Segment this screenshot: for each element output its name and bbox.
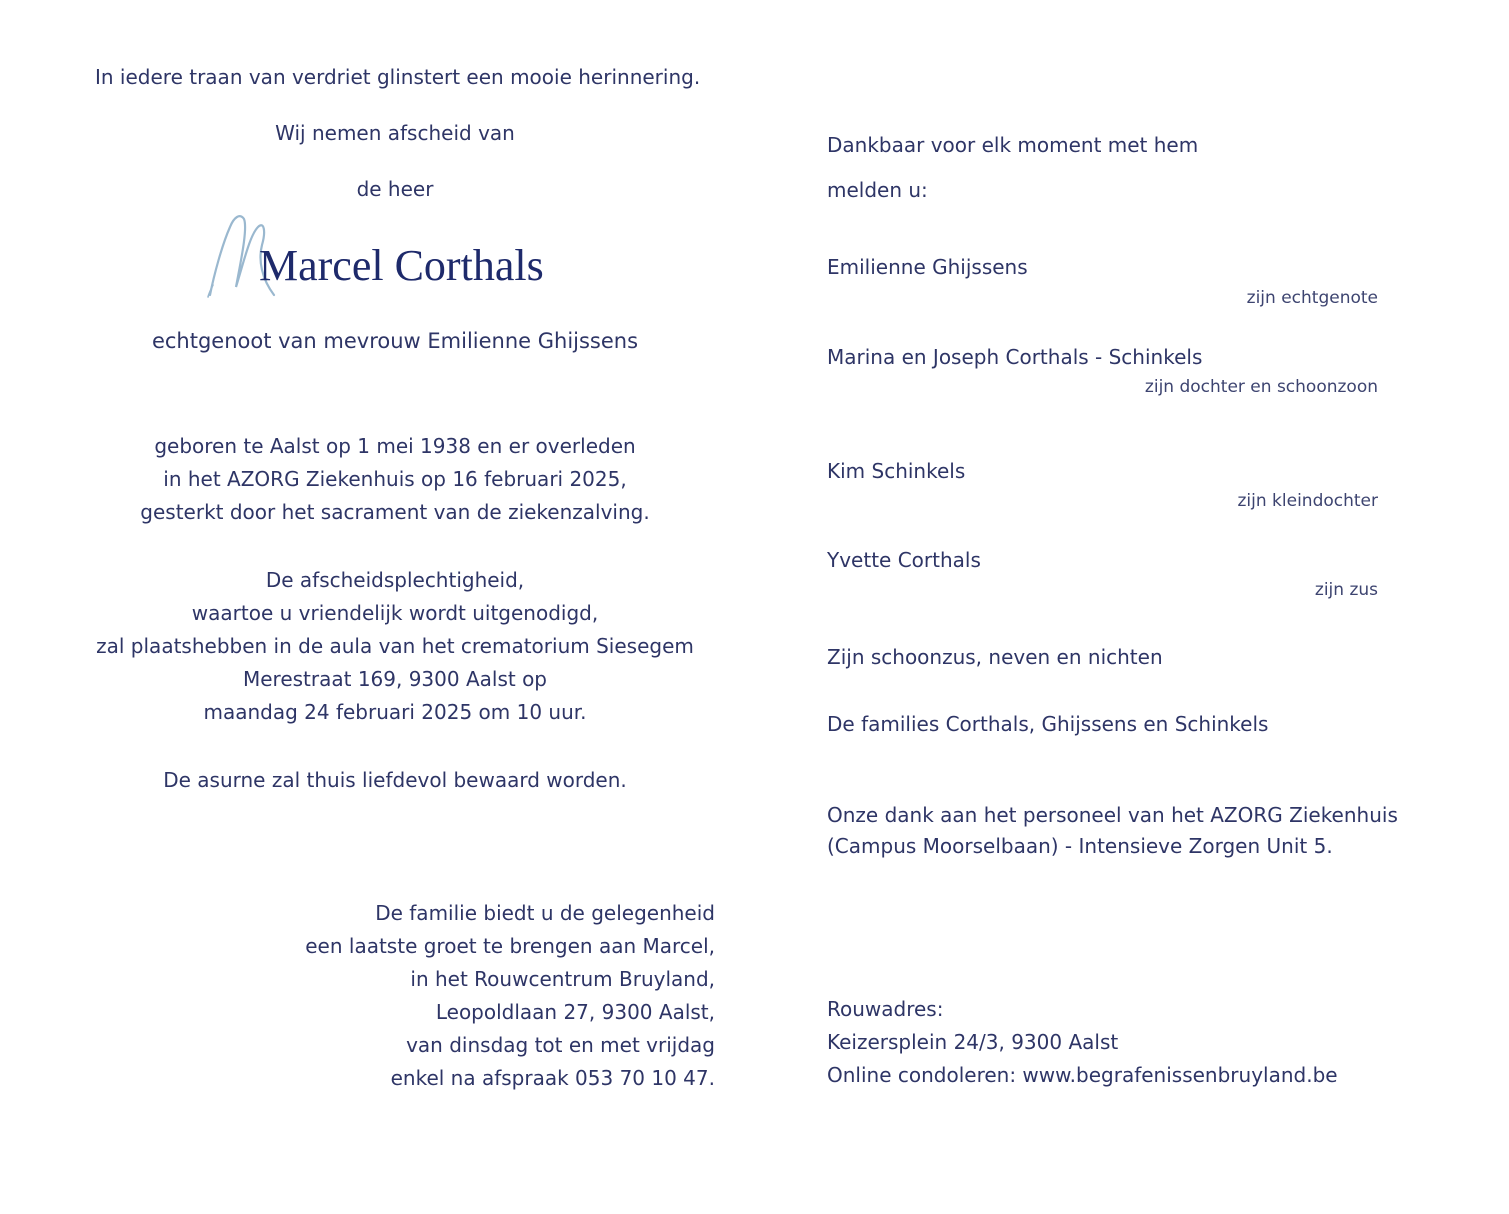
relatives-text: Zijn schoonzus, neven en nichten: [827, 645, 1163, 669]
spouse-text: echtgenoot van mevrouw Emilienne Ghijssens: [151, 329, 639, 353]
deceased-name: Marcel Corthals: [259, 241, 544, 290]
urn-text: De asurne zal thuis liefdevol bewaard worden.: [163, 768, 627, 792]
visit-line: van dinsdag tot en met vrijdag: [406, 1033, 715, 1057]
grateful-text: Dankbaar voor elk moment met hem: [827, 133, 1199, 157]
family-member-relation: zijn echtgenote: [1246, 288, 1378, 308]
announce-text: melden u:: [827, 178, 928, 202]
birth-line: geboren te Aalst op 1 mei 1938 en er overleden: [154, 434, 636, 458]
families-text: De families Corthals, Ghijssens en Schinkels: [827, 712, 1269, 736]
birth-line: in het AZORG Ziekenhuis op 16 februari 2025,: [163, 467, 627, 491]
ceremony-block: [95, 564, 695, 729]
visit-block: [305, 897, 715, 1095]
address-line: Keizersplein 24/3, 9300 Aalst: [827, 1030, 1119, 1054]
family-member-relation: zijn zus: [1314, 580, 1378, 600]
family-member-name: Yvette Corthals: [827, 548, 981, 572]
birth-line: gesterkt door het sacrament van de ziekenzalving.: [140, 500, 650, 524]
family-member-relation: zijn kleindochter: [1237, 491, 1378, 511]
title-text: de heer: [356, 177, 434, 201]
name-block: [200, 205, 550, 305]
address-block: [827, 993, 1338, 1092]
ceremony-line: De afscheidsplechtigheid,: [265, 568, 525, 592]
visit-line: Leopoldlaan 27, 9300 Aalst,: [435, 1000, 715, 1024]
birth-death-block: [95, 430, 695, 529]
online-condolence-line: Online condoleren: www.begrafenissenbruyland.be: [827, 1063, 1338, 1087]
ceremony-line: zal plaatshebben in de aula van het crematorium Siesegem: [96, 634, 694, 658]
thanks-line: (Campus Moorselbaan) - Intensieve Zorgen Unit 5.: [827, 834, 1333, 858]
ceremony-line: maandag 24 februari 2025 om 10 uur.: [203, 700, 587, 724]
farewell-text: Wij nemen afscheid van: [275, 121, 515, 145]
thanks-line: Onze dank aan het personeel van het AZORG Ziekenhuis: [827, 803, 1398, 827]
visit-line: een laatste groet te brengen aan Marcel,: [305, 934, 715, 958]
family-member-name: Emilienne Ghijssens: [827, 255, 1028, 279]
ceremony-line: Merestraat 169, 9300 Aalst op: [242, 667, 548, 691]
visit-line: in het Rouwcentrum Bruyland,: [410, 967, 715, 991]
opening-quote: In iedere traan van verdriet glinstert een mooie herinnering.: [95, 65, 701, 89]
visit-line: De familie biedt u de gelegenheid: [375, 901, 715, 925]
family-member-name: Kim Schinkels: [827, 459, 966, 483]
visit-line: enkel na afspraak 053 70 10 47.: [390, 1066, 715, 1090]
thanks-block: [827, 800, 1398, 862]
family-member-relation: zijn dochter en schoonzoon: [1144, 377, 1378, 397]
family-member-name: Marina en Joseph Corthals - Schinkels: [827, 345, 1203, 369]
address-label: Rouwadres:: [827, 997, 944, 1021]
ceremony-line: waartoe u vriendelijk wordt uitgenodigd,: [191, 601, 599, 625]
